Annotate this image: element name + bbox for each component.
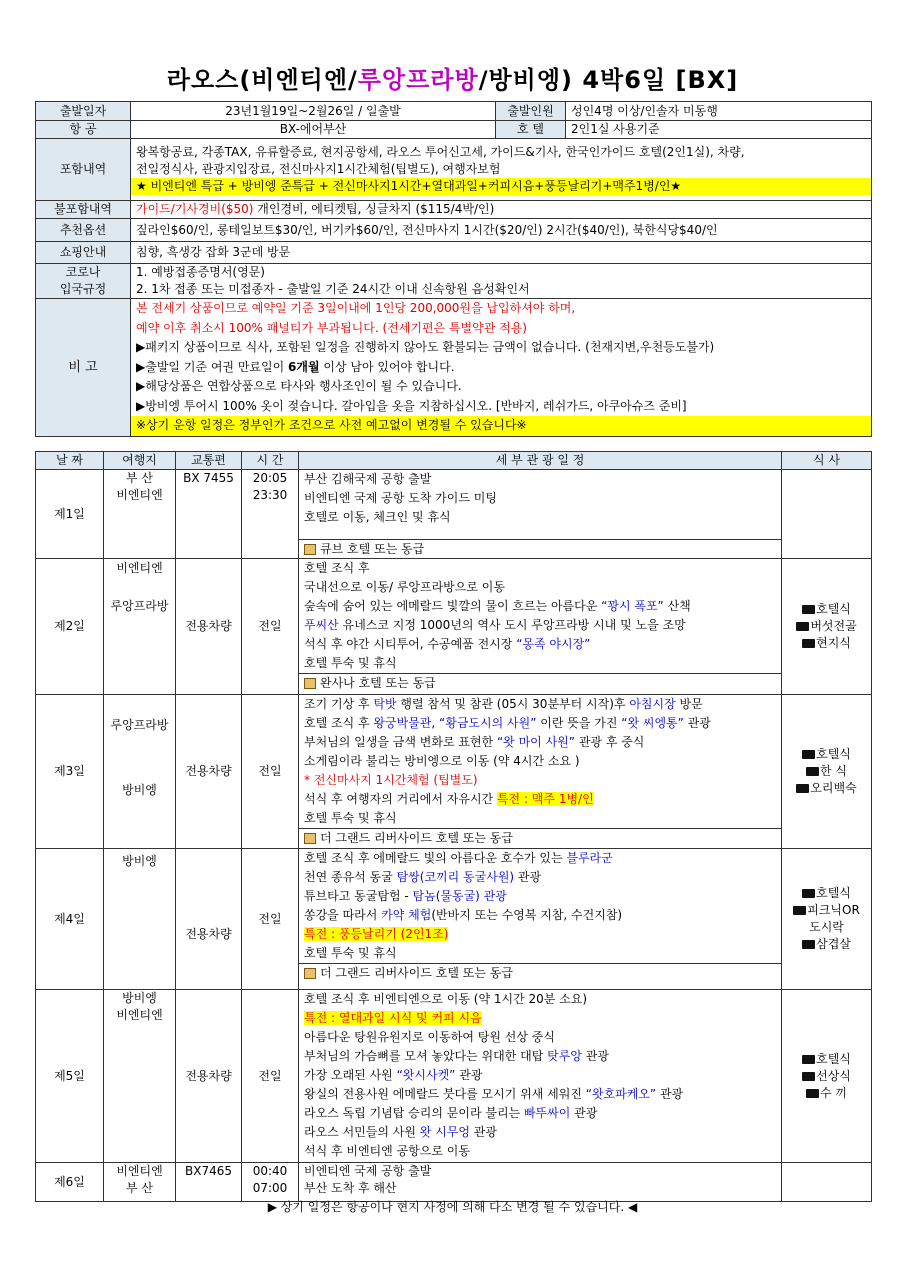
excl-rest: 개인경비, 에티켓팁, 싱글차지 ($115/4박/인)	[253, 202, 495, 216]
detail-line: 숲속에 숨어 있는 에메랄드 빛깔의 물이 흐르는 아름다운 “꽝시 폭포” 산책	[304, 599, 691, 613]
detail-line: 특전 : 열대과일 시식 및 커피 시음	[304, 1011, 482, 1025]
detail-line: 호텔 조식 후 에메랄드 빛의 아름다운 호수가 있는 블루라군	[304, 851, 613, 865]
col-place: 여행지	[104, 452, 176, 470]
meal-icon	[802, 940, 815, 949]
day-label: 제6일	[36, 1163, 104, 1202]
meal-icon	[802, 1055, 815, 1064]
col-time: 시 간	[242, 452, 299, 470]
detail-line: 국내선으로 이동/ 루앙프라방으로 이동	[304, 580, 505, 594]
incl-value	[131, 139, 872, 201]
option-label: 추천옵션	[36, 219, 131, 242]
day-time: 전일	[242, 990, 299, 1163]
shop-label: 쇼핑안내	[36, 242, 131, 264]
excl-red: 가이드/기사경비($50)	[136, 202, 254, 216]
detail-line: 아름다운 탕원유원지로 이동하여 탕원 선상 중식	[304, 1030, 555, 1044]
incl-line: 전일정식사, 관광지입장료, 전신마사지1시간체험(팁별도), 여행자보험	[136, 162, 501, 176]
detail-line: 호텔 투숙 및 휴식	[304, 656, 397, 670]
day-meal	[782, 470, 872, 559]
covid-label-line: 입국규정	[59, 282, 107, 296]
day-label: 제5일	[36, 990, 104, 1163]
day-place: 루앙프라방 방비엥	[104, 695, 176, 849]
note-line: ▶방비엥 투어시 100% 옷이 젖습니다. 갈아입을 옷을 지참하십시오. [반바지, 레쉬가드, 아쿠아슈즈 준비]	[136, 398, 687, 413]
meal-icon	[802, 889, 815, 898]
day-transport: BX 7455	[176, 470, 242, 559]
day-row	[36, 470, 872, 559]
people-value: 성인4명 이상/인솔자 미동행	[566, 102, 872, 121]
hotel-line: 큐브 호텔 또는 동급	[299, 539, 781, 558]
hotel-line: 더 그랜드 리버사이드 호텔 또는 동급	[299, 828, 781, 847]
hotel-icon	[304, 968, 316, 979]
option-value: 짚라인$60/인, 롱테일보트$30/인, 버기카$60/인, 전신마사지 1시간($20/인) 2시간($40/인), 북한식당$40/인	[131, 219, 872, 242]
depart-label: 출발일자	[36, 102, 131, 121]
col-date: 날 짜	[36, 452, 104, 470]
day-row	[36, 1163, 872, 1202]
incl-highlight: ★ 비엔티엔 특급 + 방비엥 준특급 + 전신마사지1시간+열대과일+커피시음+풍등날리기+맥주1병/인★	[131, 178, 871, 195]
day-time: 전일	[242, 695, 299, 849]
day-transport: 전용차량	[176, 695, 242, 849]
note-line: ▶해당상품은 연합상품으로 타사와 행사조인이 될 수 있습니다.	[136, 379, 462, 394]
covid-line: 1. 예방접종증명서(영문)	[136, 265, 265, 279]
detail-line: 호텔 투숙 및 휴식	[304, 946, 397, 960]
covid-value	[131, 264, 872, 299]
excl-value	[131, 201, 872, 219]
meal-icon	[796, 784, 809, 793]
hotel-label: 호 텔	[496, 121, 566, 139]
detail-line: 라오스 서민들의 사원 왓 시무엉 관광	[304, 1125, 497, 1139]
day-time: 00:40 07:00	[242, 1163, 299, 1202]
covid-label	[36, 264, 131, 299]
day-transport: 전용차량	[176, 849, 242, 990]
detail-line: 호텔 조식 후 왕궁박물관, “황금도시의 사원” 이란 뜻을 가진 “왓 씨엥통” 관광	[304, 716, 711, 730]
detail-line: 석식 후 여행자의 거리에서 자유시간 특전 : 맥주 1병/인	[304, 792, 594, 806]
hotel-value: 2인1실 사용기준	[566, 121, 872, 139]
info-table	[35, 101, 872, 437]
day-place: 방비엥 비엔티엔	[104, 990, 176, 1163]
note-line: ▶출발일 기준 여권 만료일이 6개월 이상 남아 있어야 합니다.	[136, 359, 455, 374]
incl-line: 왕복항공료, 각종TAX, 유류할증료, 현지공항세, 라오스 투어신고세, 가이드&기사, 한국인가이드 호텔(2인1실), 차량,	[136, 145, 745, 159]
meal-icon	[806, 767, 819, 776]
day-time: 20:05 23:30	[242, 470, 299, 559]
detail-line: 부산 김해국제 공항 출발	[304, 472, 432, 486]
meal-icon	[802, 750, 815, 759]
detail-line: 호텔 조식 후 비엔티엔으로 이동 (약 1시간 20분 소요)	[304, 992, 588, 1006]
hotel-icon	[304, 678, 316, 689]
detail-line: 호텔 투숙 및 휴식	[304, 811, 397, 825]
day-row	[36, 990, 872, 1163]
meal-icon	[793, 906, 806, 915]
detail-line: 부산 도착 후 해산	[304, 1181, 397, 1195]
note-line: 예약 이후 취소시 100% 패널티가 부과됩니다. (전세기편은 특별약관 적용)	[136, 320, 527, 335]
page-title: 라오스(비엔티엔/루앙프라방/방비엥) 4박6일 [BX]	[166, 66, 739, 94]
meal-text: 도시락	[809, 920, 844, 934]
day-detail	[299, 559, 782, 695]
day-place: 비엔티엔 부 산	[104, 1163, 176, 1202]
detail-line: 왕실의 전용사원 에메랄드 붓다를 모시기 위새 세워진 “왓호파케오” 관광	[304, 1087, 684, 1101]
day-meal: 호텔식 선상식 수 끼	[782, 990, 872, 1163]
schedule-table	[35, 451, 872, 1202]
note-value	[131, 299, 872, 437]
day-label: 제2일	[36, 559, 104, 695]
day-label: 제4일	[36, 849, 104, 990]
note-line: ▶패키지 상품이므로 식사, 포함된 일정을 진행하지 않아도 환불되는 금액이 없습니다. (천재지변,우천등도불가)	[136, 340, 715, 355]
day-detail	[299, 470, 782, 559]
detail-line: 푸씨산 유네스코 지정 1000년의 역사 도시 루앙프라방 시내 및 노을 조망	[304, 618, 686, 632]
day-detail	[299, 1163, 782, 1202]
day-time: 전일	[242, 559, 299, 695]
detail-line: 천연 종유석 동굴 탐쌍(코끼리 동굴사원) 관광	[304, 870, 542, 884]
day-label: 제1일	[36, 470, 104, 559]
airline-value: BX-에어부산	[131, 121, 496, 139]
col-transport: 교통편	[176, 452, 242, 470]
day-label: 제3일	[36, 695, 104, 849]
hotel-line: 완사나 호텔 또는 동급	[299, 673, 781, 692]
covid-line: 2. 1차 접종 또는 미접종자 - 출발일 기준 24시간 이내 신속항원 음성확인서	[136, 282, 530, 296]
day-place: 부 산 비엔티엔	[104, 470, 176, 559]
detail-line: 비엔티엔 국제 공항 도착 가이드 미팅	[304, 491, 497, 505]
day-meal: 호텔식 피크닉OR 도시락 삼겹살	[782, 849, 872, 990]
detail-line: 조기 기상 후 탁밧 행렬 참석 및 참관 (05시 30분부터 시작)후 아침시장 방문	[304, 697, 703, 711]
footer-note: ▶ 상기 일정은 항공이나 현지 사정에 의해 다소 변경 될 수 있습니다. ◀	[267, 1200, 638, 1214]
day-place: 방비엥	[104, 849, 176, 990]
col-detail: 세 부 관 광 일 정	[299, 452, 782, 470]
day-detail	[299, 990, 782, 1163]
day-place: 비엔티엔 루앙프라방	[104, 559, 176, 695]
day-transport: 전용차량	[176, 559, 242, 695]
day-row	[36, 695, 872, 849]
detail-line: 특전 : 풍등날리기 (2인1조)	[304, 927, 449, 941]
day-time: 전일	[242, 849, 299, 990]
schedule-header	[36, 452, 872, 470]
detail-line: 소게림이라 불리는 방비엥으로 이동 (약 4시간 소요 )	[304, 754, 580, 768]
day-meal: 호텔식 한 식 오리백숙	[782, 695, 872, 849]
meal-icon	[802, 1072, 815, 1081]
detail-line: 라오스 독립 기념탑 승리의 문이라 불리는 빠뚜싸이 관광	[304, 1106, 598, 1120]
note-line: 본 전세기 상품이므로 예약일 기준 3일이내에 1인당 200,000원을 납입하셔야 하며,	[136, 301, 576, 316]
detail-line: 호텔 조식 후	[304, 561, 370, 575]
note-label: 비 고	[36, 299, 131, 437]
meal-icon	[806, 1089, 819, 1098]
people-label: 출발인원	[496, 102, 566, 121]
detail-line: 석식 후 비엔티엔 공항으로 이동	[304, 1144, 470, 1158]
depart-value: 23년1월19일~2월26일 / 일출발	[131, 102, 496, 121]
detail-line: 부처님의 일생을 금색 변화로 표현한 “왓 마이 사원” 관광 후 중식	[304, 735, 645, 749]
incl-label: 포함내역	[36, 139, 131, 201]
day-detail	[299, 695, 782, 849]
detail-line: 호텔로 이동, 체크인 및 휴식	[304, 510, 451, 524]
hotel-icon	[304, 544, 316, 555]
detail-line: 가장 오래된 사원 “왓시사켓” 관광	[304, 1068, 483, 1082]
day-row	[36, 559, 872, 695]
col-meal: 식 사	[782, 452, 872, 470]
detail-line: 쏭강을 따라서 카약 체험(반바지 또는 수영복 지참, 수건지참)	[304, 908, 623, 922]
airline-label: 항 공	[36, 121, 131, 139]
detail-line: 석식 후 야간 시티투어, 수공예품 전시장 “몽족 야시장”	[304, 637, 591, 651]
excl-label: 불포함내역	[36, 201, 131, 219]
meal-icon	[802, 605, 815, 614]
meal-icon	[796, 622, 809, 631]
day-meal: 호텔식 버섯전골 현지식	[782, 559, 872, 695]
shop-value: 침향, 흑생강 잡화 3군데 방문	[131, 242, 872, 264]
hotel-icon	[304, 833, 316, 844]
meal-icon	[802, 639, 815, 648]
day-meal	[782, 1163, 872, 1202]
note-highlight: ※상기 운항 일정은 정부인가 조건으로 사전 예고없이 변경될 수 있습니다※	[131, 416, 871, 436]
covid-label-line: 코로나	[65, 265, 101, 279]
day-transport: 전용차량	[176, 990, 242, 1163]
hotel-line: 더 그랜드 리버사이드 호텔 또는 동급	[299, 963, 781, 982]
detail-line: 부처님의 가슴뼈를 모셔 놓았다는 위대한 대탑 탓루앙 관광	[304, 1049, 609, 1063]
day-detail	[299, 849, 782, 990]
detail-line: 튜브타고 동굴탐험 - 탐놈(물동굴) 관광	[304, 889, 507, 903]
day-transport: BX7465	[176, 1163, 242, 1202]
detail-line: * 전신마사지 1시간체험 (팁별도)	[304, 773, 478, 787]
detail-line: 비엔티엔 국제 공항 출발	[304, 1164, 432, 1178]
day-row	[36, 849, 872, 990]
